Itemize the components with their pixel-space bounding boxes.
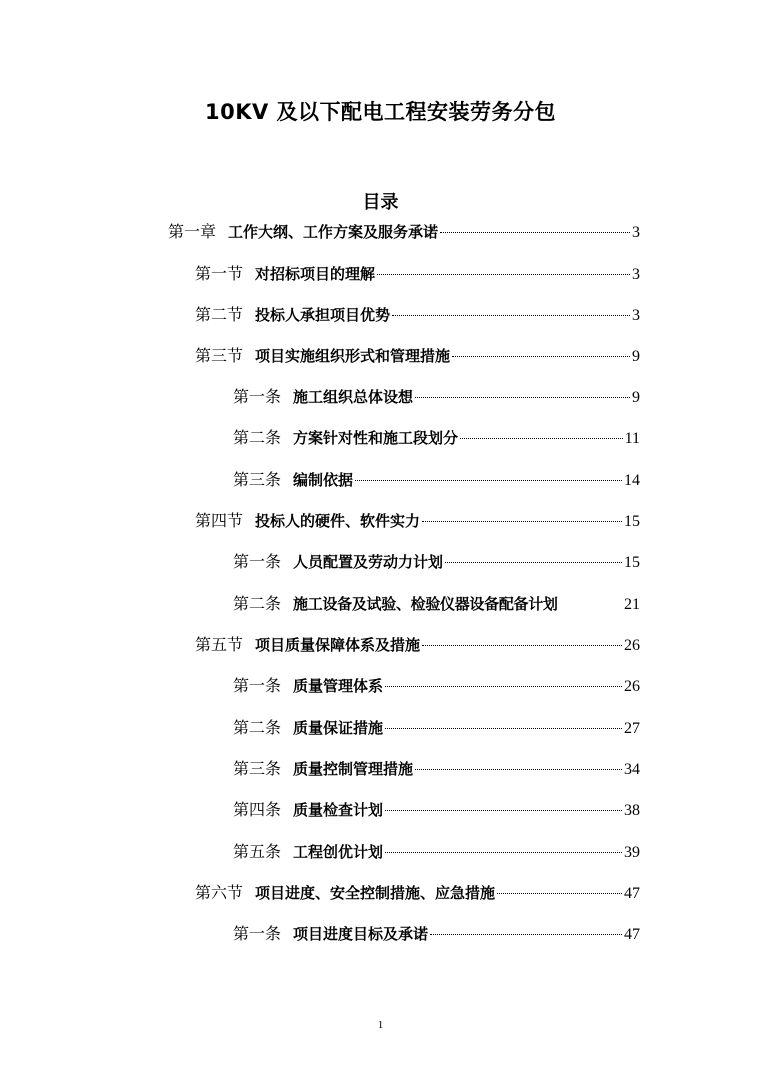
toc-entry-title: 人员配置及劳动力计划 [293,553,444,571]
dot-leader [355,480,622,481]
dot-leader [385,852,622,853]
toc-entry-section-6[interactable] [195,881,640,905]
toc-entry-page: 26 [624,678,640,695]
toc-entry-number: 第一条 [233,924,282,943]
toc-entry-title: 编制依据 [293,471,354,489]
toc-entry-title: 质量保证措施 [293,719,384,737]
toc-entry-page: 15 [624,554,640,571]
toc-entry-number: 第一条 [233,387,282,406]
toc-entry-number: 第四节 [195,511,244,530]
toc-entry-article[interactable] [233,592,640,616]
dot-leader [440,232,630,233]
dot-leader [460,438,623,439]
dot-leader [392,315,630,316]
toc-entry-number: 第一条 [233,552,282,571]
toc-entry-number: 第六节 [195,883,244,902]
toc-entry-title: 施工组织总体设想 [293,388,414,406]
toc-entry-section-1[interactable] [195,262,640,286]
toc-entry-number: 第四条 [233,800,282,819]
toc-entry-title: 工作大纲、工作方案及服务承诺 [228,223,439,241]
toc-entry-title: 投标人的硬件、软件实力 [255,512,421,530]
toc-entry-page: 9 [632,389,640,406]
toc-entry-title: 施工设备及试验、检验仪器设备配备计划 [293,595,558,613]
dot-leader [385,728,622,729]
toc-entry-title: 质量检查计划 [293,801,384,819]
page-number: 1 [377,1019,384,1031]
toc-entry-section-4[interactable] [195,509,640,533]
dot-leader [377,274,630,275]
toc-entry-title: 质量管理体系 [293,677,384,695]
toc-entry-page: 27 [624,720,640,737]
dot-leader [445,562,622,563]
toc-entry-page: 47 [624,885,640,902]
dot-leader [415,769,622,770]
toc-entry-page: 11 [624,430,640,447]
dot-leader [422,521,622,522]
toc-entry-page: 39 [624,844,640,861]
toc-entry-article[interactable] [233,716,640,740]
toc-entry-page: 3 [632,266,640,283]
toc-entry-page: 26 [624,637,640,654]
toc-entry-section-2[interactable] [195,303,640,327]
toc-entry-article[interactable] [233,840,640,864]
toc-entry-number: 第一节 [195,264,244,283]
dot-leader [452,356,630,357]
toc-entry-number: 第二节 [195,305,244,324]
toc-entry-number: 第一章 [168,222,217,241]
toc-entry-title: 质量控制管理措施 [293,760,414,778]
dot-leader [422,645,622,646]
toc-entry-number: 第三条 [233,470,282,489]
toc-entry-number: 第三节 [195,346,244,365]
toc-entry-page: 47 [624,926,640,943]
toc-entry-page: 3 [632,224,640,241]
toc-entry-title: 对招标项目的理解 [255,265,376,283]
toc-entry-article[interactable] [233,426,640,450]
toc-entry-article[interactable] [233,550,640,574]
toc-entry-article[interactable] [233,468,640,492]
dot-leader [385,810,622,811]
toc-heading: 目录 [362,192,399,213]
toc-entry-page: 38 [624,802,640,819]
toc-entry-number: 第五条 [233,842,282,861]
toc-entry-number: 第一条 [233,676,282,695]
toc-entry-title: 工程创优计划 [293,843,384,861]
dot-leader [385,686,622,687]
toc-entry-page: 15 [624,513,640,530]
toc-entry-title: 方案针对性和施工段划分 [293,429,459,447]
toc-entry-number: 第五节 [195,635,244,654]
toc-entry-article[interactable] [233,922,640,946]
toc-entry-title: 项目进度、安全控制措施、应急措施 [255,884,496,902]
toc-entry-article[interactable] [233,674,640,698]
dot-leader [415,397,630,398]
toc-entry-page: 3 [632,307,640,324]
toc-entry-page: 34 [624,761,640,778]
toc-entry-title: 投标人承担项目优势 [255,306,391,324]
toc-entry-number: 第二条 [233,594,282,613]
toc-entry-title: 项目质量保障体系及措施 [255,636,421,654]
dot-leader [497,893,622,894]
toc-entry-section-5[interactable] [195,633,640,657]
dot-leader [430,934,622,935]
toc-entry-chapter-1[interactable] [168,220,640,244]
toc-entry-article[interactable] [233,757,640,781]
document-title: 10KV 及以下配电工程安装劳务分包 [204,100,557,124]
toc-entry-title: 项目实施组织形式和管理措施 [255,347,451,365]
toc-entry-page: 21 [624,596,640,613]
toc-entry-number: 第二条 [233,718,282,737]
toc-entry-section-3[interactable] [195,344,640,368]
toc-entry-number: 第三条 [233,759,282,778]
toc-entry-page: 14 [624,472,640,489]
toc-entry-article[interactable] [233,385,640,409]
toc-entry-number: 第二条 [233,428,282,447]
toc-entry-page: 9 [632,348,640,365]
toc-entry-title: 项目进度目标及承诺 [293,925,429,943]
toc-entry-article[interactable] [233,798,640,822]
